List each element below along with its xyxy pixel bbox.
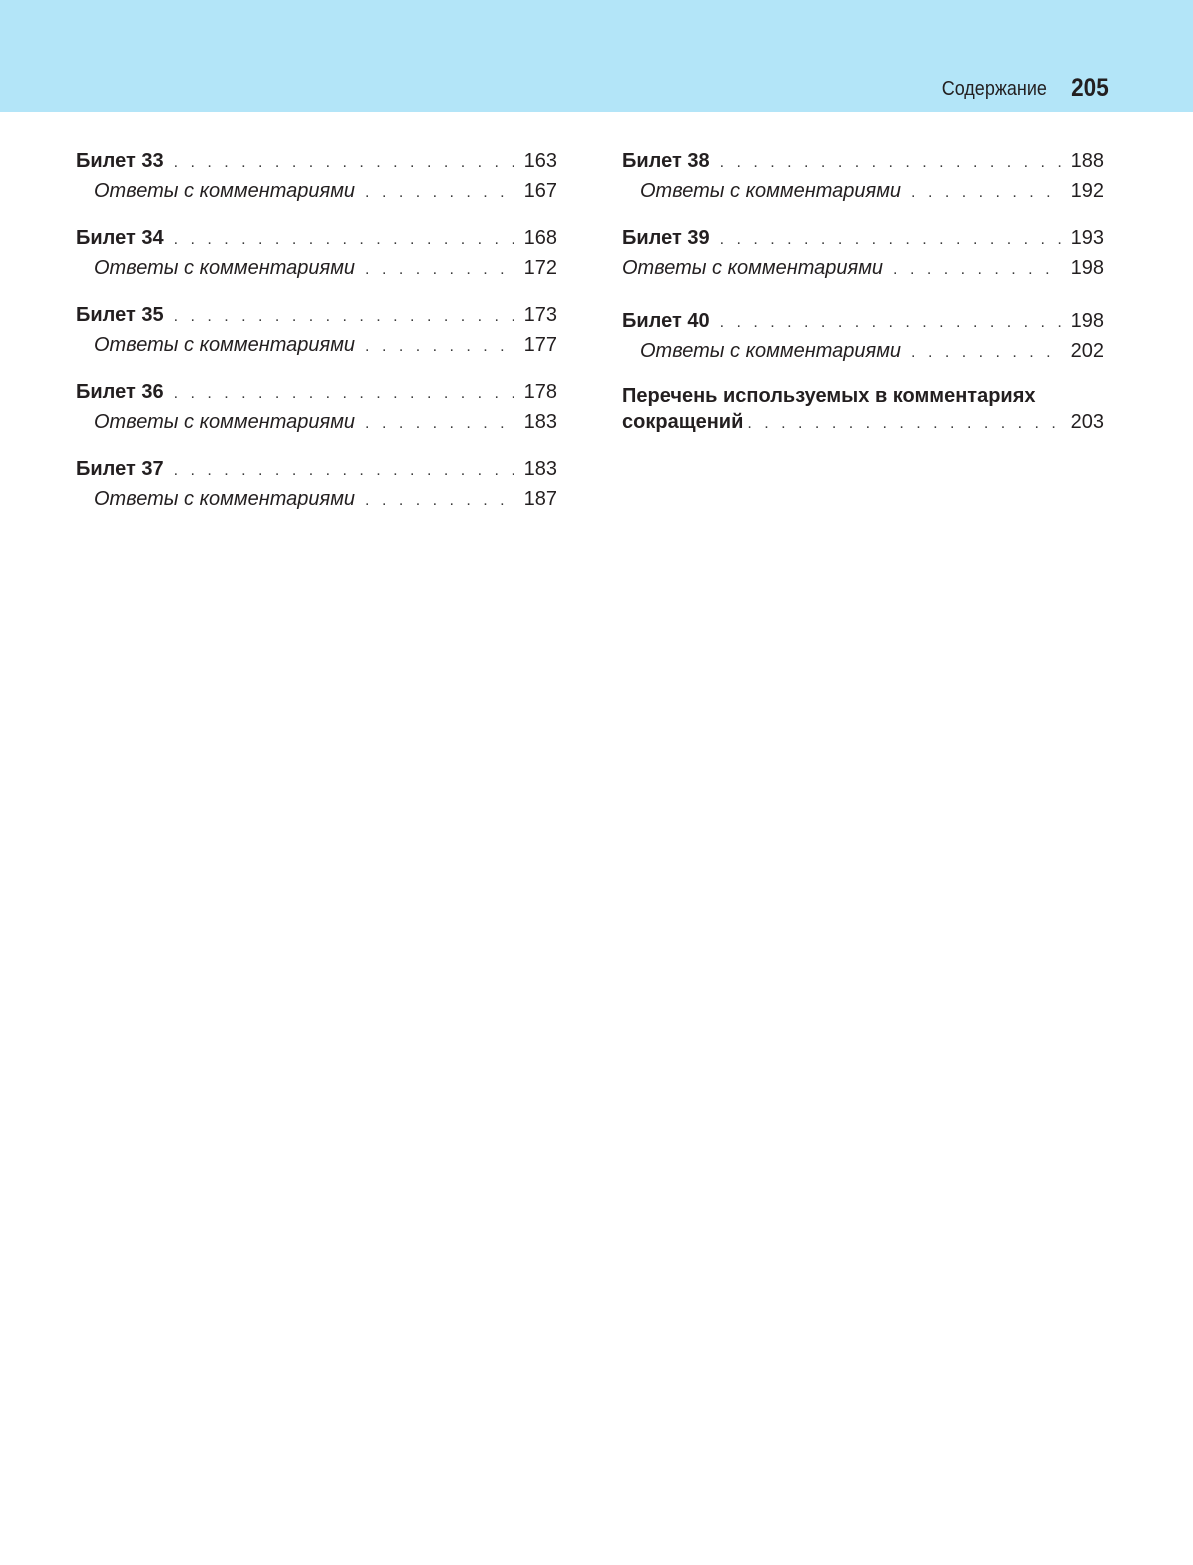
toc-entry-ticket[interactable] (622, 223, 1104, 253)
toc-entry-answers[interactable] (76, 484, 557, 514)
toc-entry-page: 192 (1070, 180, 1104, 202)
toc-entry-title: Билет 37 (76, 458, 164, 480)
toc-group-ticket-36 (76, 377, 557, 437)
toc-entry-title: Ответы с комментариями (640, 340, 902, 362)
toc-entry-ticket[interactable] (622, 146, 1104, 176)
toc-entry-title: Ответы с комментариями (94, 488, 356, 510)
toc-entry-page: 188 (1070, 150, 1104, 172)
leader-dots (747, 411, 1060, 435)
toc-entry-page: 168 (523, 227, 557, 249)
toc-entry-answers[interactable] (76, 253, 557, 283)
toc-entry-page: 183 (523, 458, 557, 480)
toc-entry-answers[interactable] (76, 407, 557, 437)
toc-entry-ticket[interactable] (76, 454, 557, 484)
leader-dots (365, 409, 514, 437)
toc-entry-ticket[interactable] (76, 223, 557, 253)
toc-column-left (76, 146, 557, 531)
toc-entry-page: 193 (1070, 227, 1104, 249)
toc-entry-title: Билет 36 (76, 381, 164, 403)
toc-entry-title: Билет 40 (622, 310, 710, 332)
leader-dots (893, 255, 1061, 283)
toc-entry-title: Ответы с комментариями (622, 257, 884, 279)
leader-dots (174, 302, 514, 330)
leader-dots (720, 225, 1061, 253)
toc-group-ticket-37 (76, 454, 557, 514)
toc-entry-ticket[interactable] (76, 300, 557, 330)
toc-entry-ticket[interactable] (622, 306, 1104, 336)
toc-group-ticket-40 (622, 306, 1104, 366)
toc-entry-page: 183 (523, 411, 557, 433)
toc-entry-title: Билет 38 (622, 150, 710, 172)
toc-entry-title: Билет 33 (76, 150, 164, 172)
leader-dots (720, 308, 1061, 336)
leader-dots (174, 225, 514, 253)
toc-group-ticket-35 (76, 300, 557, 360)
toc-entry-page: 202 (1070, 340, 1104, 362)
leader-dots (174, 379, 514, 407)
running-header-title: Содержание (941, 78, 1047, 100)
toc-entry-answers[interactable] (622, 336, 1104, 366)
leader-dots (174, 456, 514, 484)
toc-entry-page: 177 (523, 334, 557, 356)
toc-entry-page: 198 (1070, 257, 1104, 279)
leader-dots (174, 148, 514, 176)
toc-entry-title: Ответы с комментариями (94, 411, 356, 433)
toc-entry-page: 187 (523, 488, 557, 510)
leader-dots (365, 332, 514, 360)
toc-entry-ticket[interactable] (76, 146, 557, 176)
toc-entry-answers[interactable] (76, 176, 557, 206)
toc-entry-page: 172 (523, 257, 557, 279)
leader-dots (365, 255, 514, 283)
page-number: 205 (1071, 74, 1109, 102)
leader-dots (365, 486, 514, 514)
toc-entry-title: Ответы с комментариями (94, 257, 356, 279)
toc-group-ticket-34 (76, 223, 557, 283)
leader-dots (720, 148, 1061, 176)
toc-entry-answers[interactable] (622, 176, 1104, 206)
toc-entry-page: 163 (523, 150, 557, 172)
toc-entry-page: 173 (523, 304, 557, 326)
leader-dots (911, 338, 1061, 366)
toc-entry-title: Билет 34 (76, 227, 164, 249)
toc-entry-page: 167 (523, 180, 557, 202)
toc-entry-ticket[interactable] (76, 377, 557, 407)
toc-entry-page: 178 (523, 381, 557, 403)
leader-dots (365, 178, 514, 206)
toc-entry-answers[interactable] (76, 330, 557, 360)
leader-dots (911, 178, 1061, 206)
toc-entry-title: Ответы с комментариями (94, 334, 356, 356)
toc-entry-answers[interactable] (622, 253, 1104, 283)
toc-entry-page: 198 (1070, 310, 1104, 332)
toc-group-abbreviations[interactable] (622, 383, 1104, 435)
toc-entry-abbreviations[interactable] (622, 409, 1104, 435)
toc-entry-title: Ответы с комментариями (640, 180, 902, 202)
toc-column-right (622, 146, 1104, 452)
toc-entry-title: Ответы с комментариями (94, 180, 356, 202)
toc-group-ticket-33 (76, 146, 557, 206)
toc-group-ticket-39 (622, 223, 1104, 283)
toc-entry-page: 203 (1070, 411, 1104, 433)
toc-entry-title: Билет 35 (76, 304, 164, 326)
toc-entry-title: Перечень используемых в комментариях (622, 385, 1036, 407)
toc-entry-title-continued: сокращений (622, 411, 744, 433)
toc-entry-title: Билет 39 (622, 227, 710, 249)
toc-group-ticket-38 (622, 146, 1104, 206)
